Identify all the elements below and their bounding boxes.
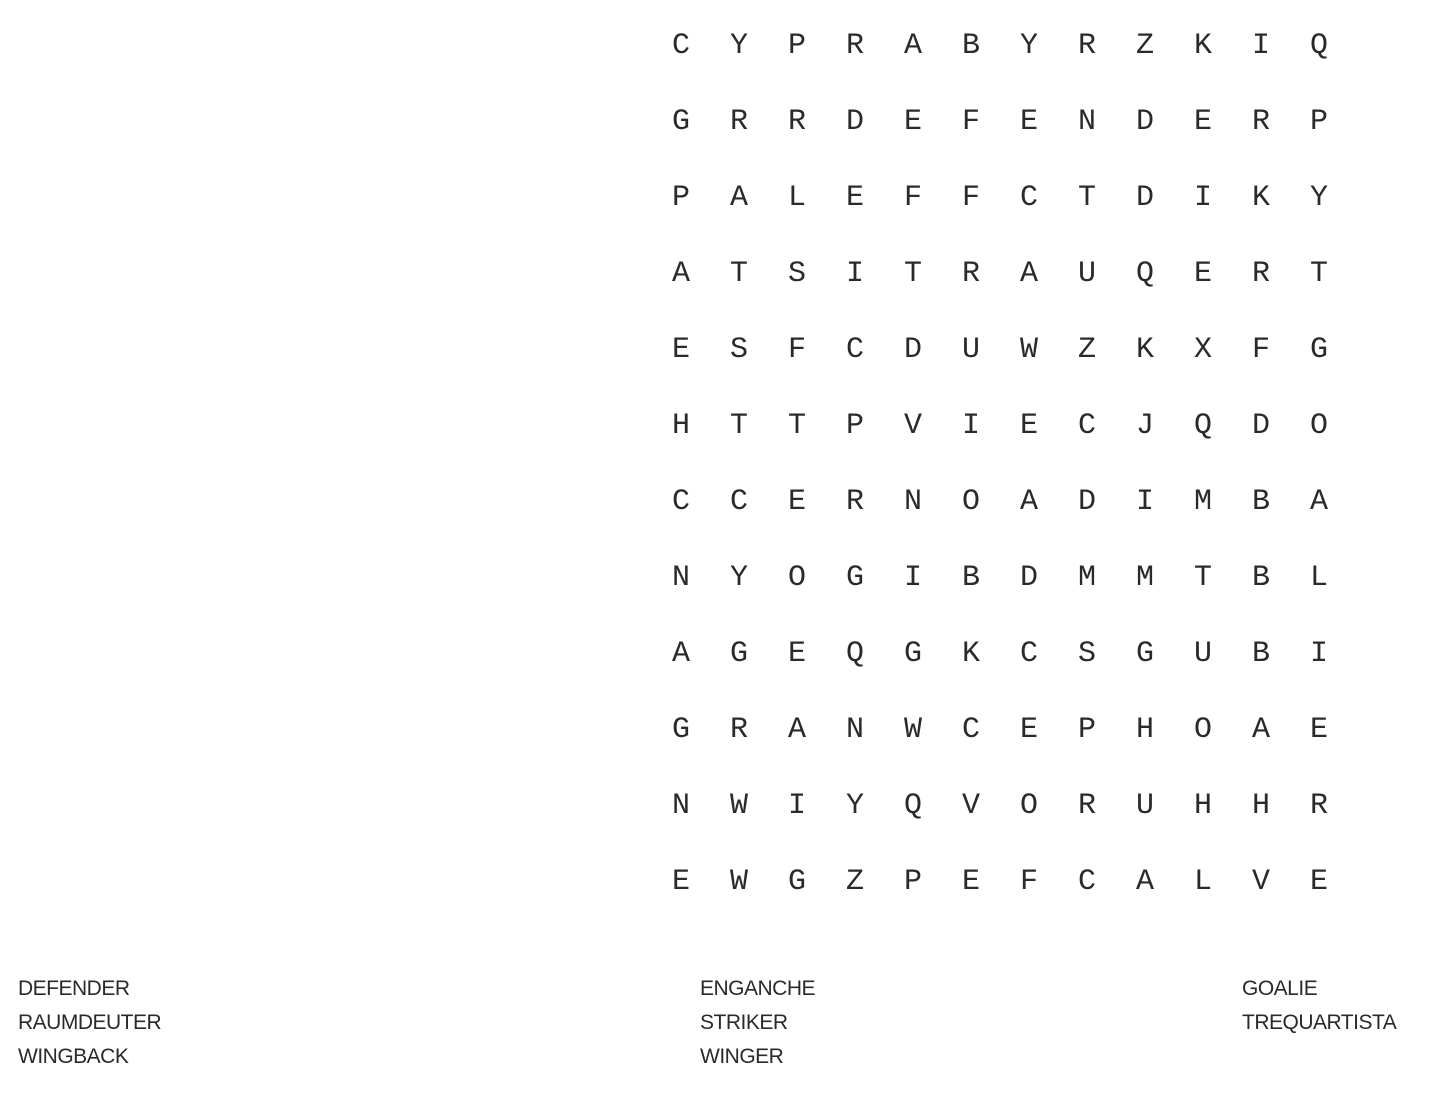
word-item: DEFENDER	[18, 977, 130, 1000]
grid-letter-cell[interactable]: L	[1193, 865, 1212, 899]
word-list-column-1	[18, 972, 161, 1074]
grid-letter-cell[interactable]: Z	[845, 865, 864, 899]
grid-letter-cell[interactable]: M	[1135, 561, 1154, 595]
word-list-column-3	[1242, 972, 1396, 1040]
grid-letter-cell[interactable]: N	[671, 789, 690, 823]
grid-letter-cell[interactable]: T	[787, 409, 806, 443]
grid-letter-cell[interactable]: H	[1251, 789, 1270, 823]
grid-letter-cell[interactable]: R	[845, 29, 864, 63]
grid-letter-cell[interactable]: R	[729, 105, 748, 139]
grid-letter-cell[interactable]: Z	[1135, 29, 1154, 63]
grid-letter-cell[interactable]: Q	[903, 789, 922, 823]
grid-letter-cell[interactable]: H	[671, 409, 690, 443]
grid-letter-cell[interactable]: L	[1309, 561, 1328, 595]
grid-letter-cell[interactable]: A	[1135, 865, 1154, 899]
grid-letter-cell[interactable]: E	[1193, 105, 1212, 139]
grid-letter-cell[interactable]: N	[903, 485, 922, 519]
grid-letter-cell[interactable]: K	[1135, 333, 1154, 367]
grid-letter-cell[interactable]: G	[671, 713, 690, 747]
grid-letter-cell[interactable]: N	[845, 713, 864, 747]
grid-letter-cell[interactable]: A	[671, 637, 690, 671]
grid-letter-cell[interactable]: W	[903, 713, 922, 747]
grid-letter-cell[interactable]: E	[1019, 105, 1038, 139]
grid-letter-cell[interactable]: G	[729, 637, 748, 671]
word-item: TREQUARTISTA	[1242, 1011, 1397, 1034]
grid-letter-cell[interactable]: Y	[1309, 181, 1328, 215]
grid-letter-cell[interactable]: K	[1193, 29, 1212, 63]
grid-letter-cell[interactable]: C	[671, 485, 690, 519]
grid-letter-cell[interactable]: U	[1135, 789, 1154, 823]
grid-letter-cell[interactable]: G	[845, 561, 864, 595]
word-item: STRIKER	[700, 1011, 788, 1034]
grid-letter-cell[interactable]: S	[1077, 637, 1096, 671]
word-list-column-2	[700, 972, 815, 1074]
grid-letter-cell[interactable]: A	[671, 257, 690, 291]
grid-letter-cell[interactable]: Q	[1309, 29, 1328, 63]
grid-letter-cell[interactable]: M	[1193, 485, 1212, 519]
grid-letter-cell[interactable]: W	[1019, 333, 1038, 367]
grid-letter-cell[interactable]: E	[1309, 713, 1328, 747]
grid-letter-cell[interactable]: R	[845, 485, 864, 519]
grid-letter-cell[interactable]: I	[1135, 485, 1154, 519]
grid-letter-cell[interactable]: Q	[845, 637, 864, 671]
grid-letter-cell[interactable]: T	[903, 257, 922, 291]
grid-letter-cell[interactable]: B	[1251, 485, 1270, 519]
word-item: WINGBACK	[18, 1045, 129, 1068]
grid-letter-cell[interactable]: I	[845, 257, 864, 291]
grid-letter-cell[interactable]: D	[903, 333, 922, 367]
grid-letter-cell[interactable]: P	[787, 29, 806, 63]
word-item: RAUMDEUTER	[18, 1011, 162, 1034]
grid-letter-cell[interactable]: U	[1077, 257, 1096, 291]
grid-letter-cell[interactable]: A	[1251, 713, 1270, 747]
grid-letter-cell[interactable]: E	[1309, 865, 1328, 899]
grid-letter-cell[interactable]: K	[961, 637, 980, 671]
grid-letter-cell[interactable]: E	[903, 105, 922, 139]
grid-letter-cell[interactable]: R	[729, 713, 748, 747]
grid-letter-cell[interactable]: T	[1077, 181, 1096, 215]
grid-letter-cell[interactable]: S	[787, 257, 806, 291]
grid-letter-cell[interactable]: F	[961, 181, 980, 215]
grid-letter-cell[interactable]: U	[1193, 637, 1212, 671]
grid-letter-cell[interactable]: C	[729, 485, 748, 519]
grid-letter-cell[interactable]: G	[1309, 333, 1328, 367]
grid-letter-cell[interactable]: P	[1309, 105, 1328, 139]
grid-letter-cell[interactable]: P	[1077, 713, 1096, 747]
grid-letter-cell[interactable]: M	[1077, 561, 1096, 595]
grid-letter-cell[interactable]: E	[1019, 713, 1038, 747]
grid-letter-cell[interactable]: R	[1251, 105, 1270, 139]
grid-letter-cell[interactable]: N	[671, 561, 690, 595]
grid-letter-cell[interactable]: O	[1019, 789, 1038, 823]
grid-letter-cell[interactable]: A	[1309, 485, 1328, 519]
grid-letter-cell[interactable]: E	[845, 181, 864, 215]
grid-letter-cell[interactable]: P	[903, 865, 922, 899]
grid-letter-cell[interactable]: I	[787, 789, 806, 823]
grid-letter-cell[interactable]: G	[903, 637, 922, 671]
grid-letter-cell[interactable]: D	[1135, 181, 1154, 215]
grid-letter-cell[interactable]: Q	[1193, 409, 1212, 443]
word-search-grid	[652, 8, 1348, 920]
grid-letter-cell[interactable]: C	[1077, 865, 1096, 899]
grid-letter-cell[interactable]: I	[1309, 637, 1328, 671]
grid-letter-cell[interactable]: A	[903, 29, 922, 63]
grid-letter-cell[interactable]: Y	[729, 561, 748, 595]
grid-letter-cell[interactable]: K	[1251, 181, 1270, 215]
grid-letter-cell[interactable]: Y	[729, 29, 748, 63]
grid-letter-cell[interactable]: L	[787, 181, 806, 215]
grid-letter-cell[interactable]: U	[961, 333, 980, 367]
grid-letter-cell[interactable]: Y	[845, 789, 864, 823]
grid-letter-cell[interactable]: I	[903, 561, 922, 595]
grid-letter-cell[interactable]: C	[845, 333, 864, 367]
grid-letter-cell[interactable]: R	[787, 105, 806, 139]
grid-letter-cell[interactable]: A	[1019, 485, 1038, 519]
grid-letter-cell[interactable]: G	[787, 865, 806, 899]
grid-letter-cell[interactable]: F	[961, 105, 980, 139]
grid-letter-cell[interactable]: R	[1077, 29, 1096, 63]
grid-letter-cell[interactable]: O	[961, 485, 980, 519]
grid-letter-cell[interactable]: J	[1135, 409, 1154, 443]
grid-letter-cell[interactable]: I	[961, 409, 980, 443]
grid-letter-cell[interactable]: R	[1077, 789, 1096, 823]
grid-letter-cell[interactable]: R	[1251, 257, 1270, 291]
grid-letter-cell[interactable]: E	[961, 865, 980, 899]
grid-letter-cell[interactable]: F	[787, 333, 806, 367]
grid-letter-cell[interactable]: B	[1251, 637, 1270, 671]
grid-letter-cell[interactable]: C	[671, 29, 690, 63]
grid-letter-cell[interactable]: T	[729, 257, 748, 291]
grid-letter-cell[interactable]: Y	[1019, 29, 1038, 63]
grid-letter-cell[interactable]: B	[961, 561, 980, 595]
grid-letter-cell[interactable]: W	[729, 789, 748, 823]
grid-letter-cell[interactable]: O	[787, 561, 806, 595]
grid-letter-cell[interactable]: E	[787, 485, 806, 519]
grid-letter-cell[interactable]: T	[1193, 561, 1212, 595]
grid-letter-cell[interactable]: O	[1193, 713, 1212, 747]
grid-letter-cell[interactable]: X	[1193, 333, 1212, 367]
grid-letter-cell[interactable]: A	[787, 713, 806, 747]
grid-letter-cell[interactable]: S	[729, 333, 748, 367]
grid-letter-cell[interactable]: F	[1019, 865, 1038, 899]
grid-letter-cell[interactable]: V	[961, 789, 980, 823]
grid-letter-cell[interactable]: T	[729, 409, 748, 443]
grid-letter-cell[interactable]: V	[903, 409, 922, 443]
grid-letter-cell[interactable]: R	[961, 257, 980, 291]
grid-letter-cell[interactable]: P	[845, 409, 864, 443]
word-item: ENGANCHE	[700, 977, 816, 1000]
grid-letter-cell[interactable]: D	[1019, 561, 1038, 595]
grid-letter-cell[interactable]: C	[1077, 409, 1096, 443]
grid-letter-cell[interactable]: R	[1309, 789, 1328, 823]
grid-letter-cell[interactable]: I	[1193, 181, 1212, 215]
grid-letter-cell[interactable]: D	[1135, 105, 1154, 139]
grid-letter-cell[interactable]: V	[1251, 865, 1270, 899]
grid-letter-cell[interactable]: F	[1251, 333, 1270, 367]
word-item: GOALIE	[1242, 977, 1318, 1000]
word-item: WINGER	[700, 1045, 784, 1068]
grid-letter-cell[interactable]: B	[1251, 561, 1270, 595]
grid-letter-cell[interactable]: D	[845, 105, 864, 139]
grid-letter-cell[interactable]: E	[1019, 409, 1038, 443]
grid-letter-cell[interactable]: G	[671, 105, 690, 139]
grid-letter-cell[interactable]: N	[1077, 105, 1096, 139]
grid-letter-cell[interactable]: H	[1193, 789, 1212, 823]
grid-letter-cell[interactable]: P	[671, 181, 690, 215]
grid-letter-cell[interactable]: O	[1309, 409, 1328, 443]
grid-letter-cell[interactable]: E	[671, 333, 690, 367]
grid-letter-cell[interactable]: C	[961, 713, 980, 747]
grid-letter-cell[interactable]: A	[729, 181, 748, 215]
grid-letter-cell[interactable]: E	[1193, 257, 1212, 291]
grid-letter-cell[interactable]: G	[1135, 637, 1154, 671]
grid-letter-cell[interactable]: D	[1077, 485, 1096, 519]
grid-letter-cell[interactable]: T	[1309, 257, 1328, 291]
grid-letter-cell[interactable]: C	[1019, 181, 1038, 215]
grid-letter-cell[interactable]: H	[1135, 713, 1154, 747]
grid-letter-cell[interactable]: W	[729, 865, 748, 899]
grid-letter-cell[interactable]: D	[1251, 409, 1270, 443]
grid-letter-cell[interactable]: E	[787, 637, 806, 671]
grid-letter-cell[interactable]: C	[1019, 637, 1038, 671]
grid-letter-cell[interactable]: Z	[1077, 333, 1096, 367]
grid-letter-cell[interactable]: B	[961, 29, 980, 63]
grid-letter-cell[interactable]: I	[1251, 29, 1270, 63]
grid-letter-cell[interactable]: Q	[1135, 257, 1154, 291]
grid-letter-cell[interactable]: A	[1019, 257, 1038, 291]
grid-letter-cell[interactable]: F	[903, 181, 922, 215]
grid-letter-cell[interactable]: E	[671, 865, 690, 899]
